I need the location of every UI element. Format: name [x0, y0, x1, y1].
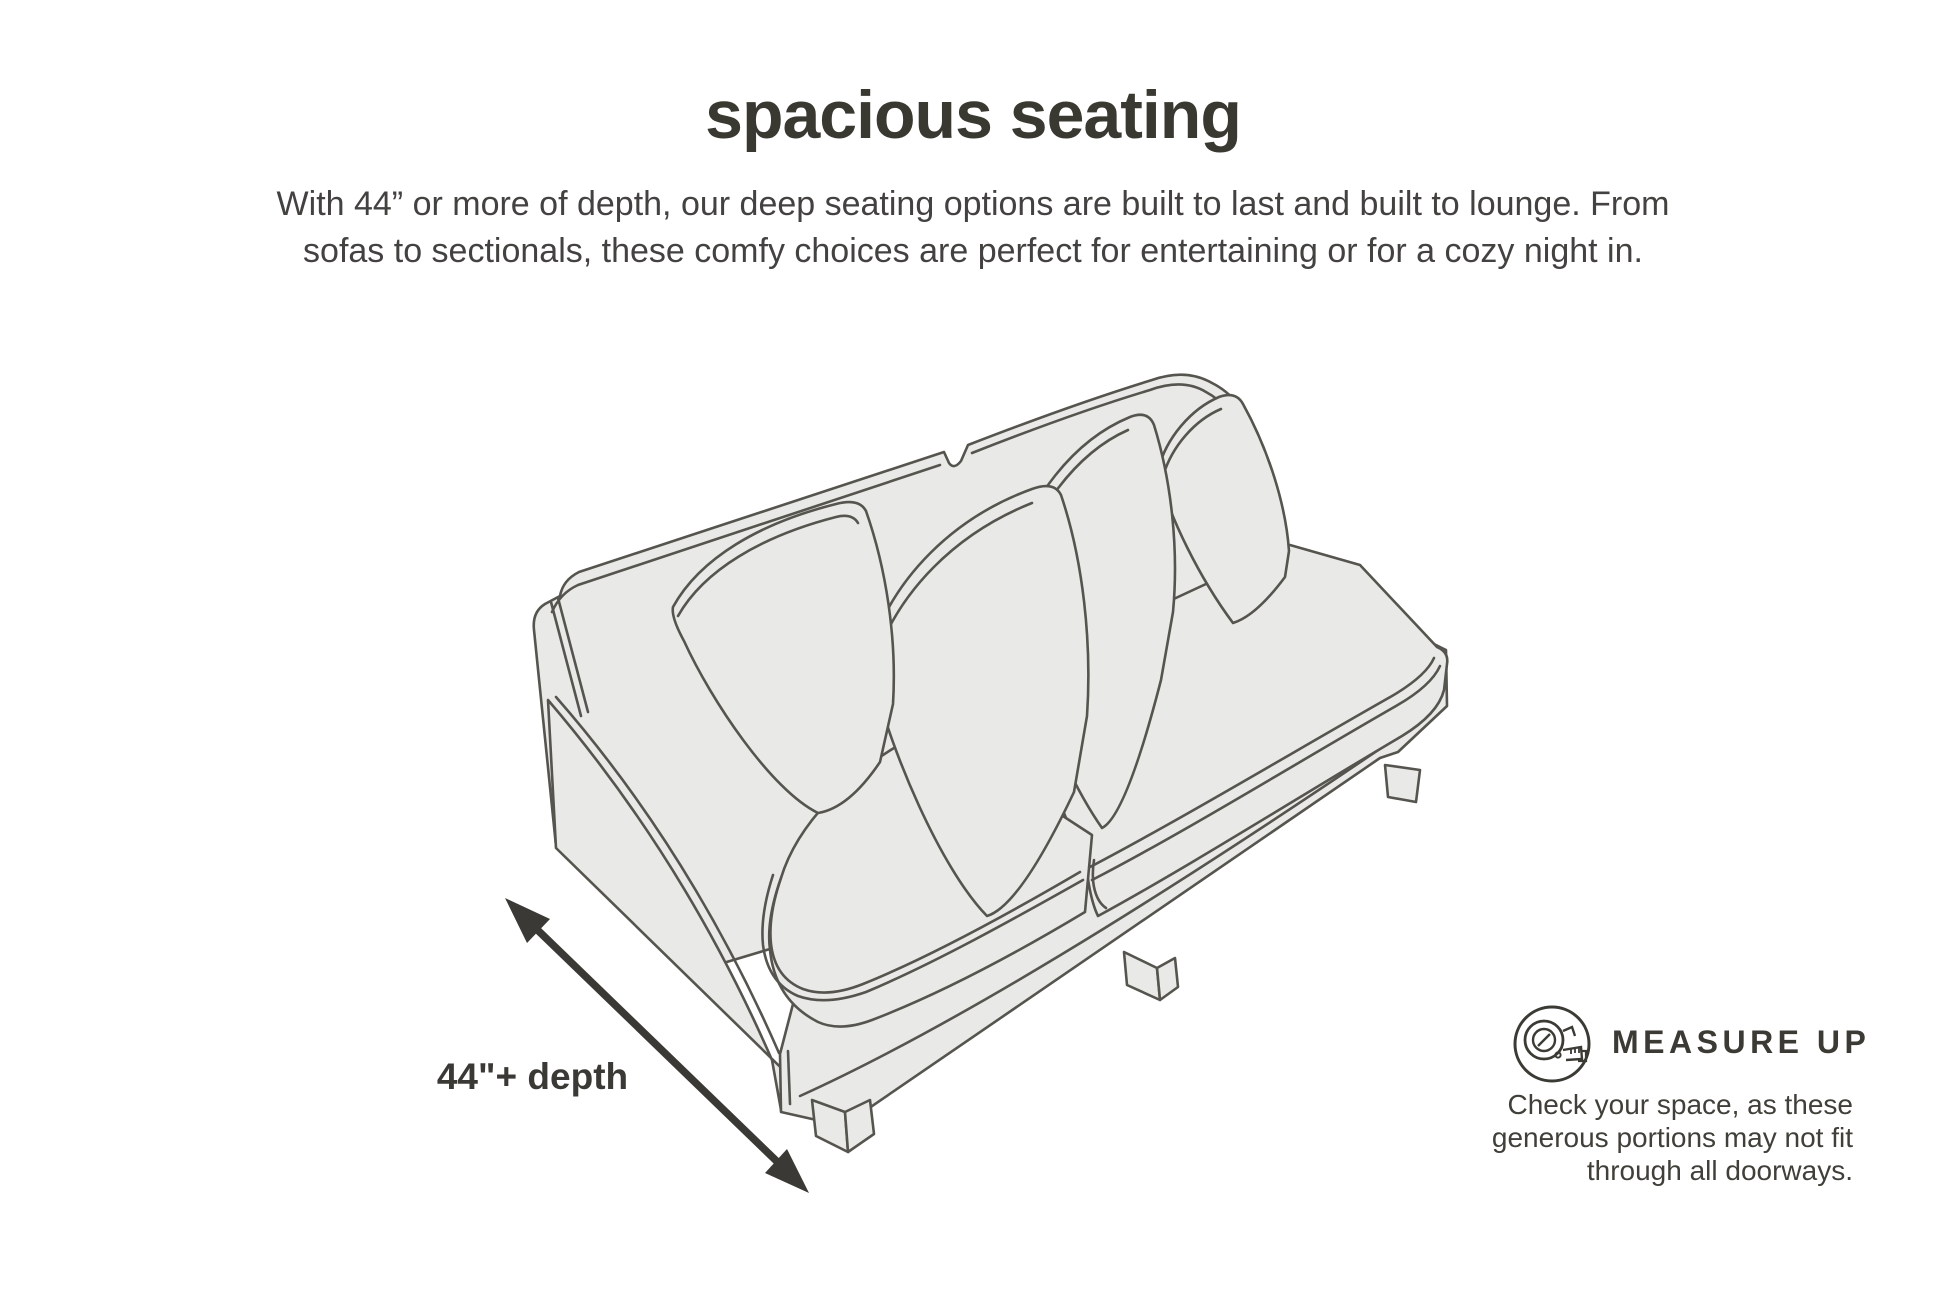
measure-up-note-line-3: through all doorways. [1586, 1155, 1853, 1186]
sofa-shapes [534, 375, 1448, 1152]
description-line-2: sofas to sectionals, these comfy choices are perfect for entertaining or for a cozy night in. [303, 232, 1643, 270]
sofa-foot-middle-side [1157, 958, 1178, 1000]
page-title: spacious seating [705, 77, 1241, 153]
measure-up-note-line-2: generous portions may not fit [1491, 1122, 1853, 1153]
sofa-foot-middle-front [1124, 952, 1160, 1000]
tape-measure-icon [1515, 1007, 1589, 1081]
measure-up-heading: MEASURE UP [1612, 1024, 1871, 1060]
measure-up-note-line-1: Check your space, as these [1507, 1089, 1853, 1120]
depth-dimension-label: 44"+ depth [436, 1056, 629, 1097]
sofa-foot-right [1385, 765, 1420, 802]
sofa-illustration [534, 375, 1448, 1152]
measure-up-note [1393, 1088, 1853, 1187]
description-line-1: With 44” or more of depth, our deep seating options are built to last and built to lounge. From [276, 185, 1670, 223]
